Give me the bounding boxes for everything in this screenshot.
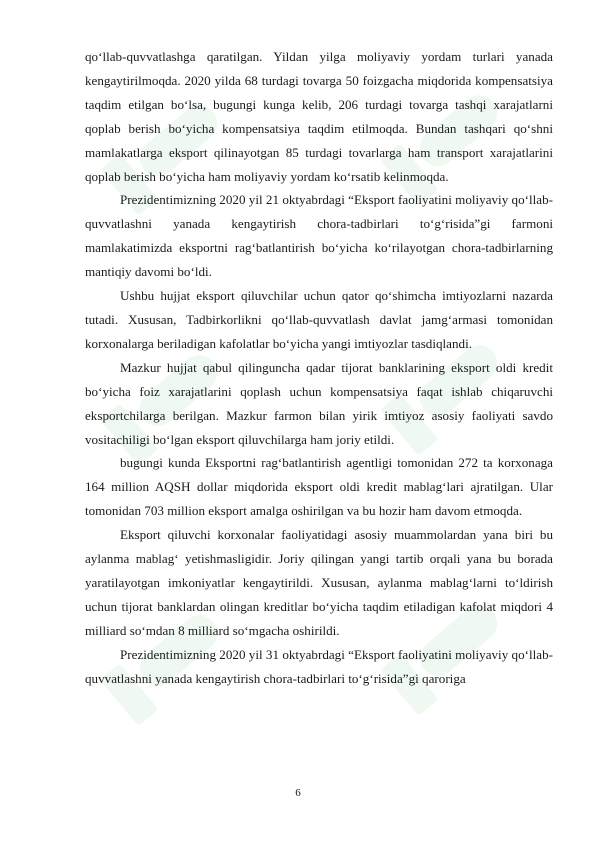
body-text [85, 45, 553, 690]
page-number: 6 [295, 787, 301, 799]
paragraph: bugungi kunda Eksportni rag‘batlantirish agentligi tomonidan 272 ta korxonaga 164 million AQSH dollar miqdorida eksport oldi kredit mablag‘lari ajratilgan. Ular tomonidan 703 million eksport amalga oshirilgan va bu hozir ham davom etmoqda. [85, 455, 553, 519]
paragraph: Eksport qiluvchi korxonalar faoliyatidagi asosiy muammolardan yana biri bu aylanma mablag‘ yetishmasligidir. Joriy qilingan yangi tartib orqali yana bu borada yaratilayotgan imkoniyatlar kengaytirildi. Xususan, aylanma mablag‘larni to‘ldirish uchun tijorat banklardan olingan kreditlar bo‘yicha taqdim etiladigan kafolat miqdori 4 milliard so‘mdan 8 milliard so‘mgacha oshirildi. [85, 527, 553, 638]
paragraph: qo‘llab-quvvatlashga qaratilgan. Yildan yilga moliyaviy yordam turlari yanada kengaytirilmoqda. 2020 yilda 68 turdagi tovarga 50 foizgacha miqdorida kompensatsiya taqdim etilgan bo‘lsa, bugungi kunga kelib, 206 turdagi tovarga tashqi xarajatlarni qoplab berish bo‘yicha kompensatsiya taqdim etilmoqda. Bundan tashqari qo‘shni mamlakatlarga eksport qilinayotgan 85 turdagi tovarlarga ham transport xarajatlarini qoplab berish bo‘yicha ham moliyaviy yordam ko‘rsatib kelinmoqda. [85, 49, 553, 184]
paragraph: Ushbu hujjat eksport qiluvchilar uchun qator qo‘shimcha imtiyozlarni nazarda tutadi. Xususan, Tadbirkorlikni qo‘llab-quvvatlash davlat jamg‘armasi tomonidan korxonalarga beriladigan kafolatlar bo‘yicha yangi imtiyozlar tasdiqlandi. [85, 288, 553, 351]
paragraph: Prezidentimizning 2020 yil 21 oktyabrdagi “Eksport faoliyatini moliyaviy qo‘llab-quvvatlashni yanada kengaytirish chora-tadbirlari to‘g‘risida”gi farmoni mamlakatimizda eksportni rag‘batlantirish bo‘yicha ko‘rilayotgan chora-tadbirlarning mantiqiy davomi bo‘ldi. [85, 192, 553, 280]
paragraph: Prezidentimizning 2020 yil 31 oktyabrdagi “Eksport faoliyatini moliyaviy qo‘llab-quvvatlashni yanada kengaytirish chora-tadbirlari to‘g‘risida”gi qaroriga [85, 646, 553, 686]
paragraph: Mazkur hujjat qabul qilinguncha qadar tijorat banklarining eksport oldi kredit bo‘yicha foiz xarajatlarini qoplash uchun kompensatsiya faqat ishlab chiqaruvchi eksportchilarga berilgan. Mazkur farmon bilan yirik imtiyoz asosiy faoliyati savdo vositachiligi bo‘lgan eksport qiluvchilarga ham joriy etildi. [85, 359, 553, 447]
